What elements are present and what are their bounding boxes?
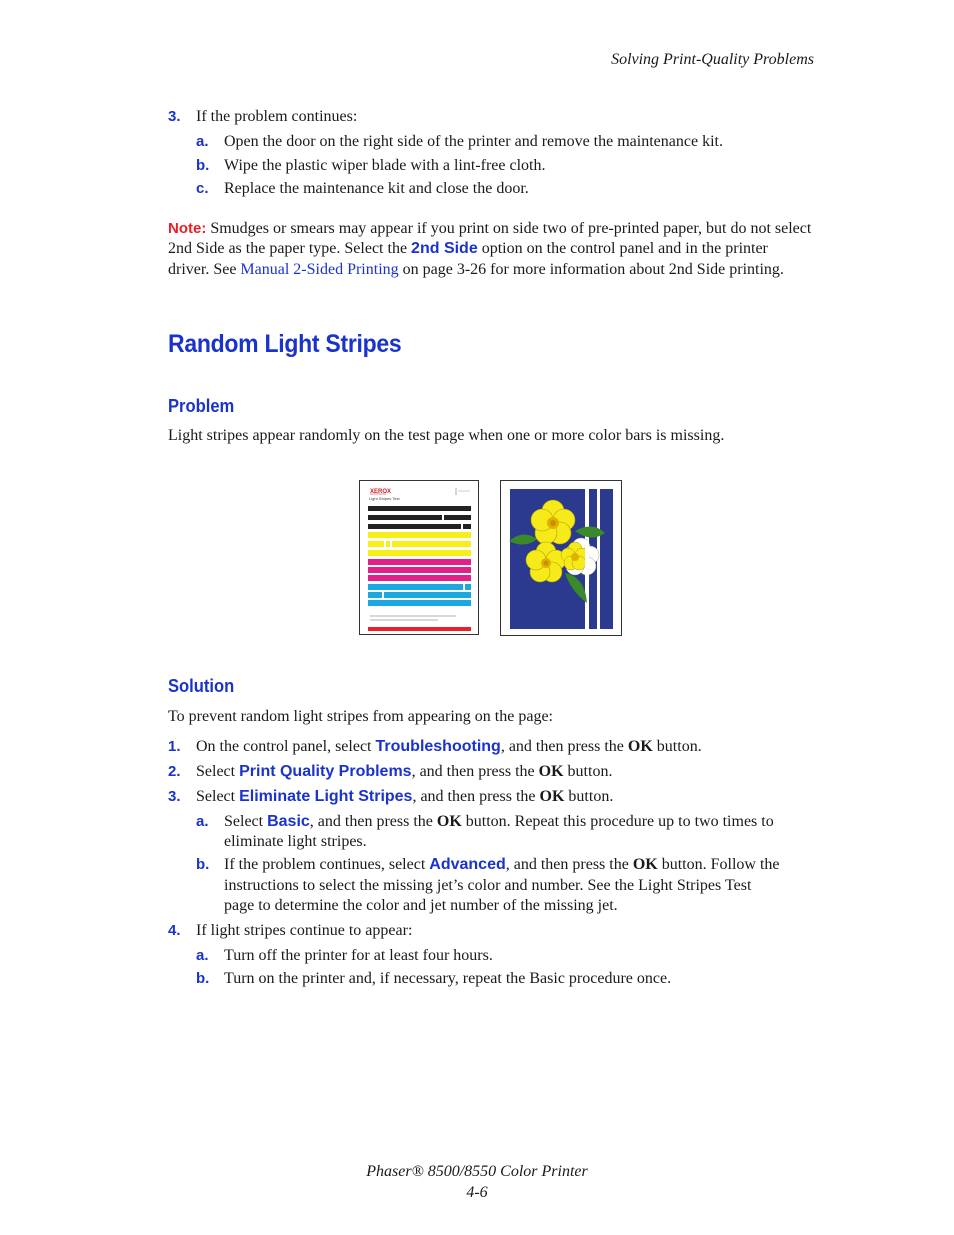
substep-label: c. <box>196 180 209 197</box>
test-page-figure <box>359 480 479 635</box>
step-text: Select <box>196 788 240 805</box>
step-number: 3. <box>168 108 181 125</box>
menu-keyword: Eliminate Light Stripes <box>239 788 413 805</box>
solution-step-3a <box>224 812 774 832</box>
xerox-logo: XEROX <box>370 489 392 495</box>
step-text: , and then press the <box>411 763 539 780</box>
step-text: On the control panel, select <box>196 738 376 755</box>
step-text: instructions to select the missing jet’s color and number. See the Light Stripes Test <box>224 877 752 894</box>
step-text: , and then press the <box>500 738 628 755</box>
note-text: on page 3-26 for more information about 2nd Side printing. <box>398 260 784 278</box>
problem-heading: Problem <box>168 396 235 416</box>
flower-sample-figure <box>500 480 622 636</box>
note-text: Smudges or smears may appear if you print on side two of pre-printed paper, but do not select 2nd Side as the paper type. Select the <box>168 220 812 258</box>
substep-text: Open the door on the right side of the printer and remove the maintenance kit. <box>224 133 723 150</box>
note-text: option on the control panel and in the printer driver. See <box>168 240 768 278</box>
step-text: , and then press the <box>412 788 540 805</box>
step-number: 1. <box>168 738 181 755</box>
ok-keyword: OK <box>436 813 462 830</box>
menu-keyword: Troubleshooting <box>375 738 501 755</box>
step-text: button. <box>564 788 614 805</box>
note-label: Note: <box>168 220 207 237</box>
step-text: Select <box>224 813 268 830</box>
step-text: If the problem continues: <box>196 108 358 125</box>
step-number: 4. <box>168 922 181 939</box>
substep-label: a. <box>196 813 209 830</box>
test-page-graphic <box>360 481 478 634</box>
step-number: 2. <box>168 763 181 780</box>
step-text: Select <box>196 763 240 780</box>
flower-sample-graphic <box>501 481 621 635</box>
solution-heading: Solution <box>168 676 235 696</box>
step-text: button. <box>652 738 702 755</box>
step-text: button. Repeat this procedure up to two times to <box>461 813 774 830</box>
running-header: Solving Print-Quality Problems <box>611 51 814 68</box>
manual-2-sided-link[interactable]: Manual 2-Sided Printing <box>240 260 399 278</box>
solution-step-3b <box>224 855 779 875</box>
step-text: button. <box>563 763 613 780</box>
step-text: eliminate light stripes. <box>224 833 367 850</box>
menu-keyword: Basic <box>267 813 310 830</box>
problem-text: Light stripes appear randomly on the test page when one or more color bars is missing. <box>168 427 725 444</box>
solution-step-2 <box>196 762 612 782</box>
substep-text: Replace the maintenance kit and close the door. <box>224 180 529 197</box>
step-text: If the problem continues, select <box>224 856 430 873</box>
step-text: If light stripes continue to appear: <box>196 922 413 939</box>
menu-keyword: Print Quality Problems <box>239 763 412 780</box>
test-title: Light Stripes Test <box>369 496 400 501</box>
ok-keyword: OK <box>539 788 565 805</box>
step-number: 3. <box>168 788 181 805</box>
substep-label: b. <box>196 970 210 987</box>
solution-step-3 <box>196 787 613 807</box>
step-text: , and then press the <box>309 813 437 830</box>
footer-product: Phaser® 8500/8550 Color Printer <box>366 1163 588 1180</box>
step-text: Turn off the printer for at least four hours. <box>224 947 493 964</box>
substep-label: b. <box>196 856 210 873</box>
step-text: Turn on the printer and, if necessary, repeat the Basic procedure once. <box>224 970 672 987</box>
menu-keyword: Advanced <box>429 856 506 873</box>
note-paragraph <box>168 219 813 280</box>
step-text: button. Follow the <box>657 856 780 873</box>
note-keyword: 2nd Side <box>411 240 478 258</box>
footer-page-number: 4-6 <box>466 1184 488 1201</box>
step-text: , and then press the <box>505 856 633 873</box>
ok-keyword: OK <box>632 856 658 873</box>
substep-text: Wipe the plastic wiper blade with a lint-free cloth. <box>224 157 546 174</box>
solution-step-1 <box>196 737 702 757</box>
substep-label: b. <box>196 157 210 174</box>
substep-label: a. <box>196 133 209 150</box>
solution-intro: To prevent random light stripes from appearing on the page: <box>168 708 553 725</box>
ok-keyword: OK <box>538 763 564 780</box>
substep-label: a. <box>196 947 209 964</box>
section-title: Random Light Stripes <box>168 330 402 358</box>
ok-keyword: OK <box>627 738 653 755</box>
step-text: page to determine the color and jet number of the missing jet. <box>224 897 618 914</box>
